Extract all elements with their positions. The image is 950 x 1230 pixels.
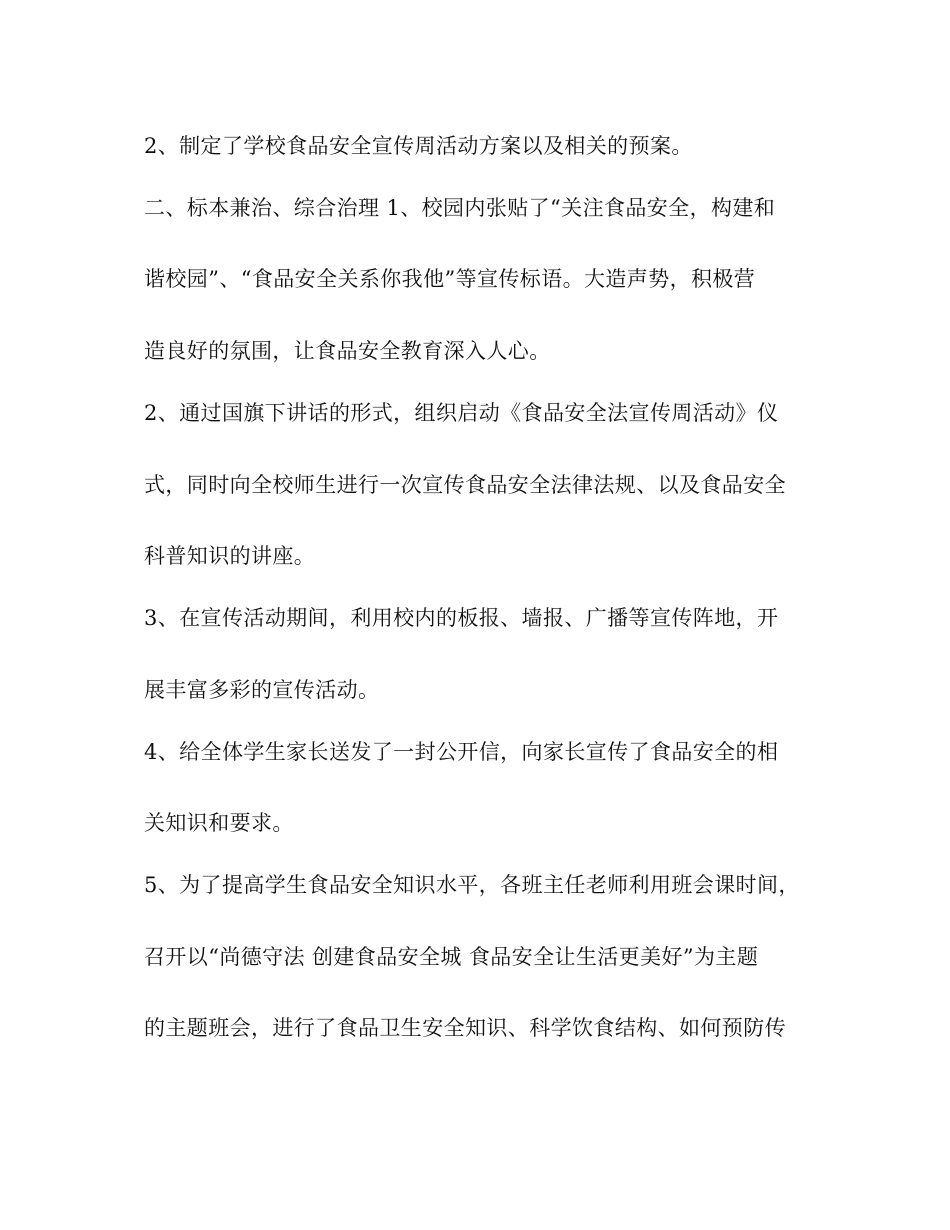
text-line: 关知识和要求。 [144, 811, 294, 835]
text-line: 科普知识的讲座。 [144, 544, 316, 568]
text-line: 4、给全体学生家长送发了一封公开信，向家长宣传了食品安全的相 [144, 740, 779, 764]
text-line: 3、在宣传活动期间，利用校内的板报、墙报、广播等宣传阵地，开 [144, 606, 779, 630]
text-line: 造良好的氛围，让食品安全教育深入人心。 [144, 339, 551, 363]
text-line: 式，同时向全校师生进行一次宣传食品安全法律法规、以及食品安全 [144, 473, 786, 497]
text-line: 召开以“尚德守法 创建食品安全城 食品安全让生活更美好”为主题 [144, 945, 759, 969]
text-line: 二、标本兼治、综合治理 1、校园内张贴了“关注食品安全，构建和 [144, 196, 776, 220]
text-line: 2、制定了学校食品安全宣传周活动方案以及相关的预案。 [144, 134, 693, 158]
text-line: 谐校园”、“食品安全关系你我他”等宣传标语。大造声势，积极营 [144, 267, 756, 291]
text-line: 5、为了提高学生食品安全知识水平，各班主任老师利用班会课时间， [144, 873, 800, 897]
text-line: 2、通过国旗下讲话的形式，组织启动《食品安全法宣传周活动》仪 [144, 401, 779, 425]
text-line: 展丰富多彩的宣传活动。 [144, 678, 380, 702]
text-line: 的主题班会，进行了食品卫生安全知识、科学饮食结构、如何预防传 [144, 1016, 786, 1040]
